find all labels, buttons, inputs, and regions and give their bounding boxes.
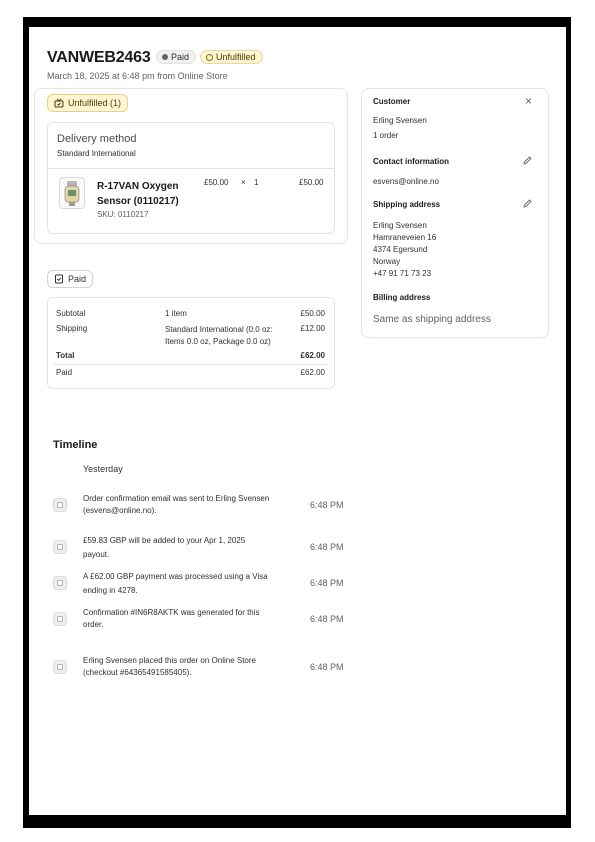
event-text-line: (esvens@online.no). [83, 506, 157, 515]
contact-info-heading: Contact information [373, 157, 449, 166]
fulfillment-details [47, 122, 335, 234]
product-name-line2: Sensor (0110217) [97, 196, 179, 207]
fulfillment-status-label: Unfulfilled [216, 51, 256, 62]
paid-amount: £62.00 [300, 368, 325, 377]
event-text-line: Erling Svensen placed this order on Online Store [83, 656, 256, 665]
product-line-total: £50.00 [299, 178, 324, 187]
timeline-event[interactable] [53, 660, 67, 674]
unfulfilled-status-label: Unfulfilled (1) [68, 98, 122, 108]
timeline-event-text [83, 570, 268, 598]
timeline-event-time: 6:48 PM [310, 542, 344, 552]
payment-status-badge [156, 50, 196, 64]
product-sku: SKU: 0110217 [97, 210, 149, 219]
product-quantity: 1 [254, 178, 259, 187]
customer-order-count[interactable]: 1 order [373, 131, 399, 140]
close-icon[interactable]: × [525, 94, 533, 108]
order-subtitle: March 18, 2025 at 6:48 pm from Online Store [47, 71, 228, 81]
event-icon [53, 540, 67, 554]
payment-status-label: Paid [171, 51, 190, 62]
paid-status-pill [47, 270, 93, 288]
customer-name[interactable]: Erling Svensen [373, 116, 427, 125]
timeline-event[interactable] [53, 612, 67, 626]
timeline-event-text [83, 655, 256, 679]
timeline-day-label: Yesterday [83, 464, 123, 474]
event-icon [53, 498, 67, 512]
order-number: VANWEB2463 [47, 49, 151, 66]
address-line: +47 91 71 73 23 [373, 269, 432, 278]
edit-pencil-icon[interactable] [522, 155, 533, 166]
edit-pencil-icon[interactable] [522, 198, 533, 209]
timeline-event-text [83, 534, 245, 562]
receipt-check-icon [54, 274, 64, 284]
billing-address-value: Same as shipping address [373, 314, 491, 325]
oxygen-sensor-image [60, 178, 84, 208]
event-text-line: order. [83, 620, 104, 629]
timeline-event-text [83, 607, 260, 631]
shipping-address-heading: Shipping address [373, 200, 441, 209]
product-name-line1: R-17VAN Oxygen [97, 181, 179, 192]
event-text-line: A £62.00 GBP payment was processed using a Visa [83, 572, 268, 581]
fulfillment-status-badge [200, 50, 263, 64]
paid-dot-icon [162, 54, 168, 60]
subtotal-label: Subtotal [56, 309, 86, 318]
subtotal-desc: 1 item [165, 309, 187, 318]
divider [54, 364, 328, 365]
product-name[interactable] [97, 179, 179, 209]
shipping-amount: £12.00 [300, 324, 325, 333]
address-line: Erling Svensen [373, 221, 427, 230]
timeline-event-time: 6:48 PM [310, 578, 344, 588]
customer-email[interactable]: esvens@online.no [373, 177, 439, 186]
address-line: Norway [373, 257, 401, 266]
timeline-event-time: 6:48 PM [310, 662, 344, 672]
delivery-method-heading: Delivery method [57, 133, 137, 145]
event-icon [53, 576, 67, 590]
shipping-desc-line1: Standard International (0.0 oz: [165, 325, 273, 334]
timeline-event[interactable] [53, 498, 67, 512]
unfulfilled-ring-icon [206, 54, 213, 61]
shipping-address-block [373, 220, 436, 280]
event-text-line: (checkout #64365491585405). [83, 668, 192, 677]
product-unit-price: £50.00 [204, 178, 229, 187]
shipping-desc [165, 324, 273, 348]
customer-card [362, 89, 548, 337]
timeline-event-time: 6:48 PM [310, 500, 344, 510]
unfulfilled-status-pill [47, 94, 128, 112]
order-page [29, 27, 566, 815]
billing-address-heading: Billing address [373, 293, 431, 302]
event-text-line: Order confirmation email was sent to Erling Svensen [83, 494, 270, 503]
event-icon [53, 660, 67, 674]
timeline-event-time: 6:48 PM [310, 614, 344, 624]
shipping-desc-line2: Items 0.0 oz, Package 0.0 oz) [165, 337, 271, 346]
address-line: Hamraneveien 16 [373, 233, 437, 242]
customer-heading: Customer [373, 97, 411, 106]
multiply-sign: × [241, 178, 246, 187]
timeline-event[interactable] [53, 540, 67, 554]
package-icon [54, 98, 64, 108]
paid-label: Paid [56, 368, 73, 377]
paid-status-label: Paid [68, 274, 87, 284]
divider [48, 168, 334, 169]
address-line: 4374 Egersund [373, 245, 428, 254]
event-icon [53, 612, 67, 626]
total-amount: £62.00 [300, 351, 325, 360]
fulfillment-card [35, 89, 347, 243]
event-text-line: ending in 4278. [83, 586, 138, 595]
shipping-label: Shipping [56, 324, 88, 333]
total-label: Total [56, 351, 75, 360]
event-text-line: Confirmation #IN6R8AKTK was generated for this [83, 608, 260, 617]
timeline-heading: Timeline [53, 439, 98, 451]
timeline-event[interactable] [53, 576, 67, 590]
payment-summary [47, 297, 335, 389]
product-thumbnail[interactable] [59, 177, 85, 209]
event-text-line: £59.83 GBP will be added to your Apr 1, 2025 [83, 536, 246, 545]
subtotal-amount: £50.00 [300, 309, 325, 318]
delivery-method-value: Standard International [57, 149, 136, 158]
timeline-event-text [83, 493, 269, 517]
event-text-line: payout. [83, 550, 110, 559]
